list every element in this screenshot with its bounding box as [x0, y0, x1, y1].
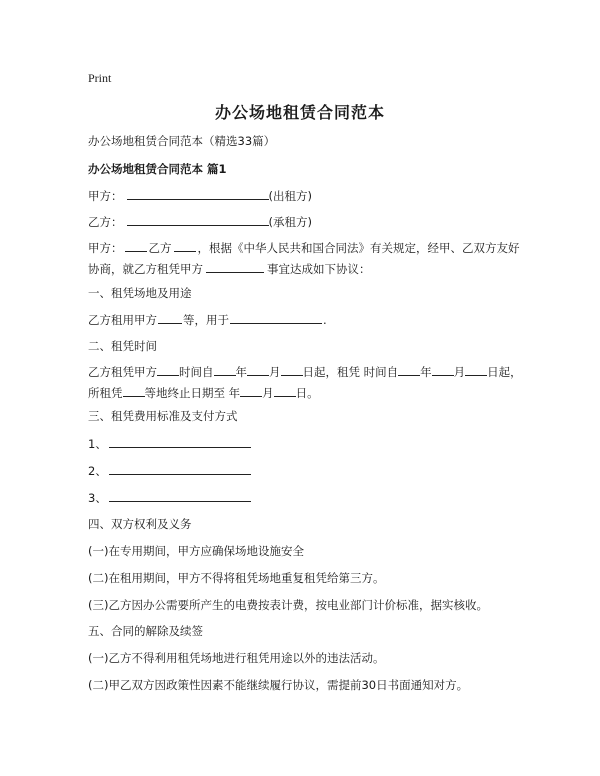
clause-2-text-1: 乙方租凭甲方: [88, 365, 157, 379]
clause-1-text-3: .: [323, 313, 327, 327]
intro-text-1: 甲方：: [88, 241, 123, 255]
clause-2-blank-8: [123, 384, 145, 397]
party-a-blank: [127, 187, 269, 200]
clause-2-heading: 二、租凭时间: [88, 339, 157, 353]
party-a-label: 甲方：: [88, 189, 123, 203]
clause-2-text-9: 等地终止日期至 年: [144, 386, 241, 400]
clause-3-item: [88, 434, 528, 454]
section-heading: 办公场地租赁合同范本 篇1: [88, 162, 227, 176]
clause-2-blank-7: [465, 363, 487, 376]
clause-1-blank-2: [230, 311, 322, 324]
clause-3-item: [88, 461, 528, 481]
clause-5-heading: 五、合同的解除及续签: [88, 624, 203, 638]
intro-blank-2: [174, 239, 196, 252]
clause-3-blank: [109, 462, 251, 475]
clause-2-blank-9: [240, 384, 262, 397]
clause-3-item-label: 2、: [88, 464, 107, 478]
clause-1-blank-1: [158, 311, 182, 324]
clause-2-blank-1: [157, 363, 179, 376]
subtitle: 办公场地租赁合同范本（精选33篇）: [88, 134, 276, 148]
clause-2-body: [88, 362, 528, 404]
clause-1-text-1: 乙方租用甲方: [88, 313, 157, 327]
clause-3-item-label: 1、: [88, 437, 107, 451]
clause-3-heading: 三、租凭费用标准及支付方式: [88, 409, 238, 423]
clause-2-text-11: 日。: [295, 386, 319, 400]
party-b-label: 乙方：: [88, 215, 123, 229]
clause-2-text-10: 月: [262, 386, 274, 400]
clause-2-text-4: 月: [269, 365, 281, 379]
print-link[interactable]: Print: [88, 71, 112, 85]
clause-2-blank-6: [432, 363, 454, 376]
intro-text-2: 乙方: [148, 241, 172, 255]
clause-4-item: (一)在专用期间，甲方应确保场地设施安全: [88, 544, 304, 558]
clause-2-text-3: 年: [235, 365, 247, 379]
clause-2-text-5: 日起，租凭 时间自: [302, 365, 399, 379]
clause-2-blank-4: [281, 363, 303, 376]
clause-5-item: (二)甲乙双方因政策性因素不能继续履行协议，需提前30日书面通知对方。: [88, 678, 469, 692]
intro-text-4: 事宜达成如下协议：: [267, 262, 371, 276]
clause-4-item: (三)乙方因办公需要所产生的电费按表计费，按电业部门计价标准，据实核收。: [88, 598, 488, 612]
clause-1-text-2: 等，用于: [183, 313, 229, 327]
intro-paragraph: [88, 238, 528, 280]
clause-4-heading: 四、双方权利及义务: [88, 517, 192, 531]
clause-2-text-8: 日起，所租凭: [88, 365, 522, 400]
document-title: 办公场地租赁合同范本: [214, 103, 385, 122]
intro-blank-3: [206, 260, 264, 273]
clause-3-item-label: 3、: [88, 491, 107, 505]
clause-2-blank-10: [274, 384, 296, 397]
intro-blank-1: [125, 239, 147, 252]
clause-3-blank: [109, 489, 251, 502]
clause-2-text-7: 月: [453, 365, 466, 379]
clause-2-blank-5: [398, 363, 420, 376]
clause-4-item: (二)在租用期间，甲方不得将租凭场地重复租凭给第三方。: [88, 571, 385, 585]
party-a-role: (出租方): [268, 189, 312, 203]
intro-text-3: ，根据《中华人民共和国合同法》有关规定，经甲、乙双方友好协商，就乙方租凭甲方: [88, 241, 520, 276]
clause-2-text-6: 年: [420, 365, 432, 379]
party-b-blank: [127, 213, 269, 226]
party-b-role: (承租方): [268, 215, 312, 229]
party-b-line: [88, 212, 528, 232]
clause-2-blank-2: [214, 363, 236, 376]
clause-1-body: [88, 310, 528, 330]
party-a-line: [88, 186, 528, 206]
clause-3-item: [88, 488, 528, 508]
clause-2-text-2: 时间自: [179, 365, 214, 379]
clause-1-heading: 一、租凭场地及用途: [88, 286, 192, 300]
clause-5-item: (一)乙方不得利用租凭场地进行租凭用途以外的违法活动。: [88, 651, 385, 665]
clause-3-blank: [109, 435, 251, 448]
clause-2-blank-3: [247, 363, 269, 376]
